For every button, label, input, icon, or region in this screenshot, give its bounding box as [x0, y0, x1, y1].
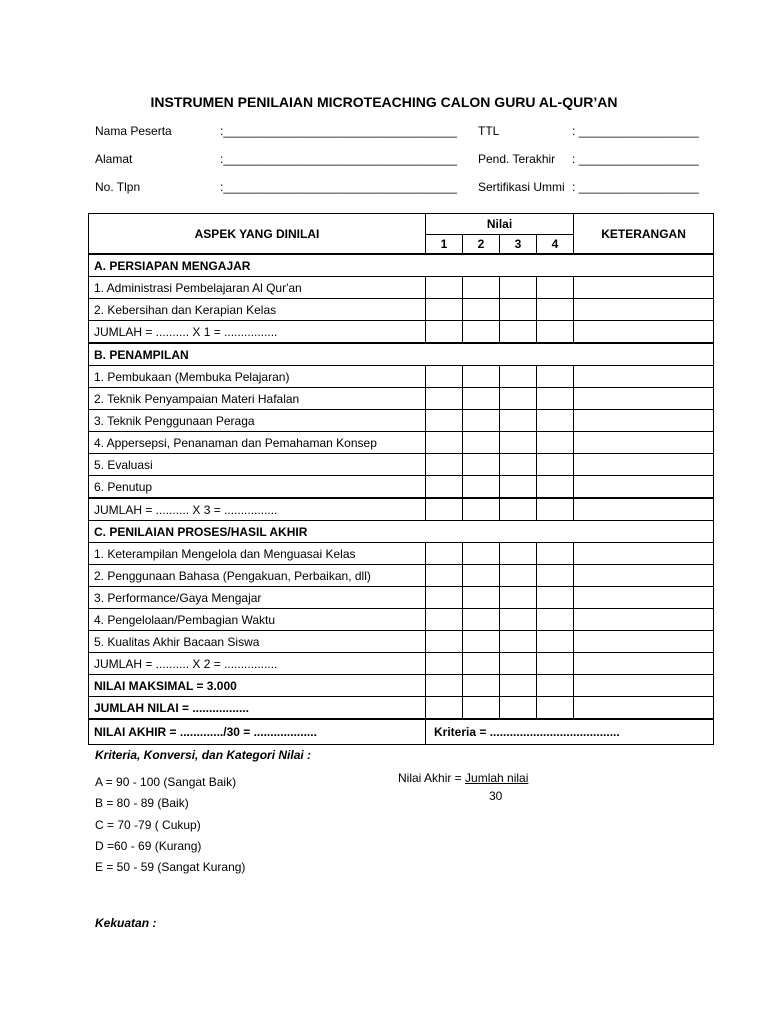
- score-cell[interactable]: [537, 609, 574, 631]
- table-row: [89, 299, 714, 321]
- conversion-item-e: E = 50 - 59 (Sangat Kurang): [95, 860, 246, 874]
- score-cell[interactable]: [463, 587, 500, 609]
- score-cell[interactable]: [500, 631, 537, 653]
- section-c-title: C. PENILAIAN PROSES/HASIL AKHIR: [89, 521, 714, 543]
- score-cell[interactable]: [537, 697, 574, 720]
- score-cell[interactable]: [463, 410, 500, 432]
- score-cell[interactable]: [463, 366, 500, 388]
- section-b-title: B. PENAMPILAN: [89, 343, 714, 366]
- keterangan-cell[interactable]: [574, 366, 714, 388]
- aspect-item: 6. Penutup: [89, 476, 426, 499]
- score-cell[interactable]: [500, 454, 537, 476]
- score-col-2: 2: [463, 235, 500, 255]
- score-cell[interactable]: [463, 432, 500, 454]
- table-row: [89, 631, 714, 653]
- score-cell[interactable]: [537, 675, 574, 697]
- score-cell[interactable]: [426, 321, 463, 344]
- score-cell[interactable]: [426, 565, 463, 587]
- conversion-item-a: A = 90 - 100 (Sangat Baik): [95, 775, 237, 789]
- score-cell[interactable]: [537, 587, 574, 609]
- info-line-sertifikasi: : __________________: [572, 180, 699, 194]
- table-row: [89, 476, 714, 499]
- info-line-nama: :___________________________________: [220, 124, 457, 138]
- score-cell[interactable]: [463, 277, 500, 299]
- score-cell[interactable]: [537, 366, 574, 388]
- score-cell[interactable]: [537, 410, 574, 432]
- formula-denominator: 30: [489, 789, 503, 803]
- score-cell[interactable]: [426, 543, 463, 565]
- page-title: INSTRUMEN PENILAIAN MICROTEACHING CALON GURU AL-QUR’AN: [150, 94, 618, 110]
- score-cell[interactable]: [500, 653, 537, 675]
- keterangan-cell[interactable]: [574, 543, 714, 565]
- conversion-item-c: C = 70 -79 ( Cukup): [95, 818, 201, 832]
- aspect-item: 4. Appersepsi, Penanaman dan Pemahaman Konsep: [89, 432, 426, 454]
- info-line-alamat: :___________________________________: [220, 152, 457, 166]
- score-cell[interactable]: [537, 565, 574, 587]
- info-label-sertifikasi: Sertifikasi Ummi: [478, 180, 565, 194]
- score-cell[interactable]: [463, 476, 500, 499]
- score-cell[interactable]: [426, 299, 463, 321]
- info-label-alamat: Alamat: [95, 152, 133, 166]
- jumlah-row-c: JUMLAH = .......... X 2 = ................: [89, 653, 426, 675]
- aspect-item: 4. Pengelolaan/Pembagian Waktu: [89, 609, 426, 631]
- conversion-item-d: D =60 - 69 (Kurang): [95, 839, 202, 853]
- conversion-item-b: B = 80 - 89 (Baik): [95, 796, 189, 810]
- score-cell[interactable]: [500, 388, 537, 410]
- info-line-pend: : __________________: [572, 152, 699, 166]
- score-cell[interactable]: [463, 697, 500, 720]
- score-cell[interactable]: [537, 653, 574, 675]
- score-cell[interactable]: [500, 675, 537, 697]
- aspect-item: 5. Kualitas Akhir Bacaan Siswa: [89, 631, 426, 653]
- aspect-item: 3. Teknik Penggunaan Peraga: [89, 410, 426, 432]
- table-row: [89, 410, 714, 432]
- header-aspect: ASPEK YANG DINILAI: [89, 214, 426, 255]
- aspect-item: 1. Keterampilan Mengelola dan Menguasai Kelas: [89, 543, 426, 565]
- table-row: [89, 609, 714, 631]
- score-cell[interactable]: [463, 299, 500, 321]
- keterangan-cell[interactable]: [574, 675, 714, 697]
- score-cell[interactable]: [500, 410, 537, 432]
- score-cell[interactable]: [463, 631, 500, 653]
- jumlah-nilai: JUMLAH NILAI = .................: [89, 697, 426, 720]
- score-col-1: 1: [426, 235, 463, 255]
- kekuatan-label: Kekuatan :: [95, 916, 157, 930]
- keterangan-cell[interactable]: [574, 410, 714, 432]
- aspect-item: 1. Pembukaan (Membuka Pelajaran): [89, 366, 426, 388]
- keterangan-cell[interactable]: [574, 697, 714, 720]
- aspect-item: 3. Performance/Gaya Mengajar: [89, 587, 426, 609]
- score-cell[interactable]: [426, 587, 463, 609]
- score-cell[interactable]: [537, 299, 574, 321]
- table-row: [89, 498, 714, 521]
- jumlah-row-a: JUMLAH = .......... X 1 = ................: [89, 321, 426, 344]
- section-row: [89, 521, 714, 543]
- score-cell[interactable]: [463, 609, 500, 631]
- table-header-row: [89, 214, 714, 235]
- score-cell[interactable]: [500, 565, 537, 587]
- score-cell[interactable]: [537, 432, 574, 454]
- score-cell[interactable]: [426, 631, 463, 653]
- score-cell[interactable]: [426, 388, 463, 410]
- table-row: [89, 388, 714, 410]
- aspect-item: 2. Teknik Penyampaian Materi Hafalan: [89, 388, 426, 410]
- table-row: [89, 697, 714, 720]
- table-row: [89, 432, 714, 454]
- table-row: [89, 366, 714, 388]
- table-row: [89, 675, 714, 697]
- info-label-nama: Nama Peserta: [95, 124, 172, 138]
- table-row: [89, 277, 714, 299]
- score-cell[interactable]: [426, 454, 463, 476]
- keterangan-cell[interactable]: [574, 609, 714, 631]
- score-cell[interactable]: [500, 321, 537, 344]
- score-cell[interactable]: [463, 543, 500, 565]
- table-row: [89, 587, 714, 609]
- table-row: [89, 719, 714, 745]
- keterangan-cell[interactable]: [574, 321, 714, 344]
- keterangan-cell[interactable]: [574, 432, 714, 454]
- score-cell[interactable]: [537, 631, 574, 653]
- section-row: [89, 254, 714, 277]
- score-cell[interactable]: [463, 675, 500, 697]
- aspect-item: 2. Penggunaan Bahasa (Pengakuan, Perbaikan, dll): [89, 565, 426, 587]
- score-cell[interactable]: [537, 498, 574, 521]
- score-cell[interactable]: [537, 321, 574, 344]
- score-cell[interactable]: [426, 432, 463, 454]
- aspect-item: 2. Kebersihan dan Kerapian Kelas: [89, 299, 426, 321]
- criteria-title: Kriteria, Konversi, dan Kategori Nilai :: [95, 748, 312, 762]
- table-row: [89, 321, 714, 344]
- keterangan-cell[interactable]: [574, 587, 714, 609]
- score-cell[interactable]: [426, 609, 463, 631]
- score-col-3: 3: [500, 235, 537, 255]
- table-row: [89, 543, 714, 565]
- formula: [398, 771, 528, 785]
- keterangan-cell[interactable]: [574, 631, 714, 653]
- score-cell[interactable]: [463, 565, 500, 587]
- score-cell[interactable]: [463, 498, 500, 521]
- section-a-title: A. PERSIAPAN MENGAJAR: [89, 254, 714, 277]
- score-cell[interactable]: [463, 653, 500, 675]
- info-label-ttl: TTL: [478, 124, 500, 138]
- keterangan-cell[interactable]: [574, 498, 714, 521]
- score-cell[interactable]: [500, 299, 537, 321]
- keterangan-cell[interactable]: [574, 565, 714, 587]
- formula-prefix: Nilai Akhir =: [398, 771, 466, 785]
- table-row: [89, 653, 714, 675]
- score-cell[interactable]: [426, 410, 463, 432]
- keterangan-cell[interactable]: [574, 388, 714, 410]
- score-cell[interactable]: [426, 498, 463, 521]
- score-cell[interactable]: [426, 653, 463, 675]
- score-cell[interactable]: [500, 277, 537, 299]
- keterangan-cell[interactable]: [574, 454, 714, 476]
- score-cell[interactable]: [463, 388, 500, 410]
- section-row: [89, 343, 714, 366]
- jumlah-row-b: JUMLAH = .......... X 3 = ................: [89, 498, 426, 521]
- score-cell[interactable]: [537, 277, 574, 299]
- keterangan-cell[interactable]: [574, 476, 714, 499]
- score-cell[interactable]: [426, 366, 463, 388]
- score-cell[interactable]: [500, 366, 537, 388]
- score-cell[interactable]: [537, 543, 574, 565]
- score-cell[interactable]: [537, 388, 574, 410]
- assessment-table: [88, 213, 714, 745]
- score-cell[interactable]: [426, 697, 463, 720]
- score-cell[interactable]: [500, 697, 537, 720]
- score-cell[interactable]: [463, 321, 500, 344]
- score-cell[interactable]: [537, 476, 574, 499]
- header-nilai: Nilai: [426, 214, 574, 235]
- keterangan-cell[interactable]: [574, 299, 714, 321]
- keterangan-cell[interactable]: [574, 277, 714, 299]
- score-cell[interactable]: [500, 587, 537, 609]
- score-cell[interactable]: [426, 675, 463, 697]
- score-cell[interactable]: [500, 476, 537, 499]
- score-col-4: 4: [537, 235, 574, 255]
- score-cell[interactable]: [463, 454, 500, 476]
- aspect-item: 1. Administrasi Pembelajaran Al Qur'an: [89, 277, 426, 299]
- formula-numerator: Jumlah nilai: [465, 771, 529, 785]
- nilai-maksimal: NILAI MAKSIMAL = 3.000: [89, 675, 426, 697]
- header-keterangan: KETERANGAN: [574, 214, 714, 255]
- score-cell[interactable]: [537, 454, 574, 476]
- table-row: [89, 565, 714, 587]
- info-label-pend: Pend. Terakhir: [478, 152, 556, 166]
- score-cell[interactable]: [426, 277, 463, 299]
- score-cell[interactable]: [426, 476, 463, 499]
- aspect-item: 5. Evaluasi: [89, 454, 426, 476]
- score-cell[interactable]: [500, 609, 537, 631]
- nilai-akhir: NILAI AKHIR = ............./30 = ...................: [89, 719, 426, 745]
- info-label-tlpn: No. Tlpn: [95, 180, 141, 194]
- table-row: [89, 454, 714, 476]
- score-cell[interactable]: [500, 432, 537, 454]
- info-line-tlpn: :___________________________________: [220, 180, 457, 194]
- score-cell[interactable]: [500, 543, 537, 565]
- score-cell[interactable]: [500, 498, 537, 521]
- info-line-ttl: : __________________: [572, 124, 699, 138]
- kriteria-field[interactable]: Kriteria = .......................................: [426, 719, 714, 745]
- keterangan-cell[interactable]: [574, 653, 714, 675]
